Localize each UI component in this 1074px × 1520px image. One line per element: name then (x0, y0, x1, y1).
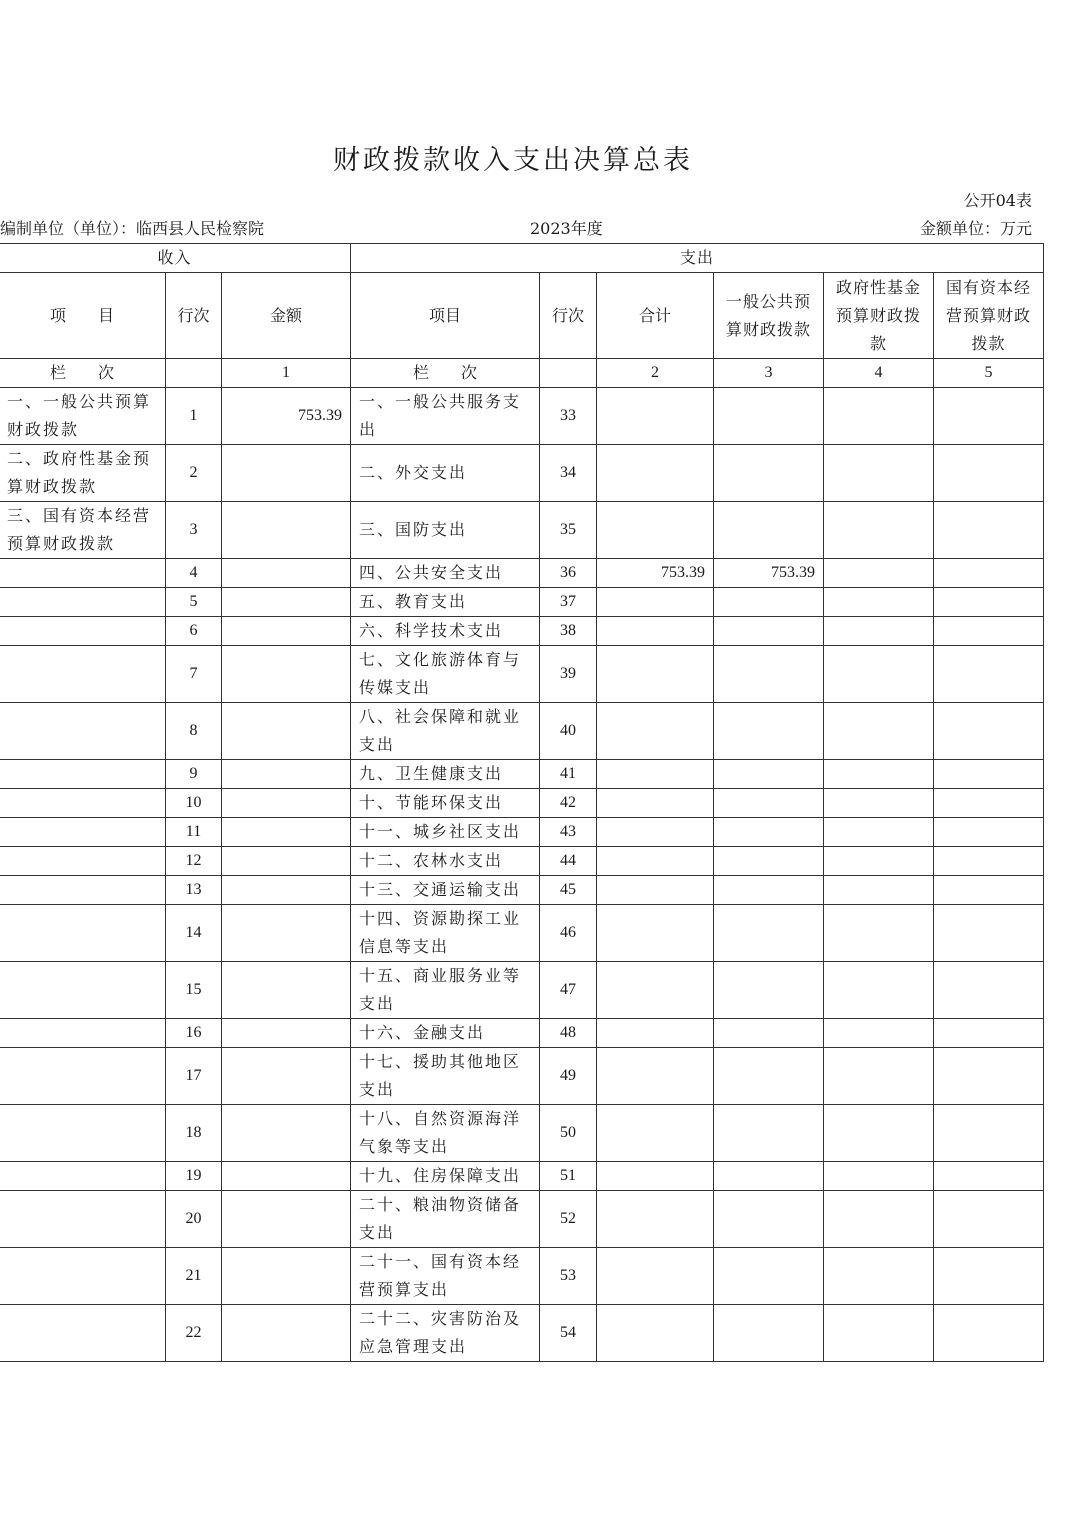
income-amount-cell (222, 876, 351, 905)
expense-line-cell: 49 (540, 1048, 597, 1105)
income-amount-column-number: 1 (222, 359, 351, 388)
state-capital-cell (934, 1305, 1044, 1362)
expense-item-cell: 十一、城乡社区支出 (351, 818, 540, 847)
gov-fund-cell (824, 818, 934, 847)
general-budget-cell (714, 760, 824, 789)
income-line-cell: 21 (166, 1248, 222, 1305)
state-capital-cell (934, 1019, 1044, 1048)
income-item-cell (0, 617, 166, 646)
general-budget-cell (714, 445, 824, 502)
table-row (0, 1305, 1044, 1362)
table-row (0, 646, 1044, 703)
total-amount-cell (597, 1019, 714, 1048)
expense-line-cell: 44 (540, 847, 597, 876)
income-line-cell: 22 (166, 1305, 222, 1362)
table-row (0, 617, 1044, 646)
expense-item-cell: 一、一般公共服务支出 (351, 388, 540, 445)
expense-line-cell: 46 (540, 905, 597, 962)
expense-item-cell: 二十、粮油物资储备支出 (351, 1191, 540, 1248)
table-row (0, 789, 1044, 818)
expense-line-cell: 33 (540, 388, 597, 445)
expense-line-cell: 52 (540, 1191, 597, 1248)
income-amount-cell (222, 1248, 351, 1305)
income-amount-cell (222, 1019, 351, 1048)
income-item-cell (0, 1105, 166, 1162)
income-item-cell (0, 1191, 166, 1248)
column-header-row (0, 273, 1044, 359)
expense-line-cell: 45 (540, 876, 597, 905)
income-item-cell (0, 703, 166, 760)
fiscal-year: 2023年度 (530, 219, 603, 238)
general-budget-cell (714, 1248, 824, 1305)
expense-line-header: 行次 (540, 273, 597, 359)
column-number-row (0, 359, 1044, 388)
income-amount-cell (222, 588, 351, 617)
state-capital-cell (934, 646, 1044, 703)
table-row (0, 703, 1044, 760)
income-line-cell: 6 (166, 617, 222, 646)
income-item-cell (0, 962, 166, 1019)
total-amount-cell (597, 1105, 714, 1162)
expense-line-cell: 36 (540, 559, 597, 588)
general-budget-header: 一般公共预算财政拨款 (714, 273, 824, 359)
total-amount-cell (597, 703, 714, 760)
expense-line-cell: 48 (540, 1019, 597, 1048)
gov-fund-cell (824, 1248, 934, 1305)
income-item-cell: 一、一般公共预算财政拨款 (0, 388, 166, 445)
expense-item-cell: 十五、商业服务业等支出 (351, 962, 540, 1019)
expense-item-cell: 十、节能环保支出 (351, 789, 540, 818)
gov-fund-cell (824, 617, 934, 646)
general-budget-cell (714, 876, 824, 905)
income-line-cell: 19 (166, 1162, 222, 1191)
income-item-cell (0, 1248, 166, 1305)
gov-fund-header: 政府性基金预算财政拨款 (824, 273, 934, 359)
general-column-number: 3 (714, 359, 824, 388)
total-header: 合计 (597, 273, 714, 359)
gov-fund-cell (824, 559, 934, 588)
general-budget-cell (714, 617, 824, 646)
gov-fund-cell (824, 1162, 934, 1191)
income-amount-header: 金额 (222, 273, 351, 359)
expense-item-cell: 二、外交支出 (351, 445, 540, 502)
income-line-cell: 13 (166, 876, 222, 905)
table-row (0, 905, 1044, 962)
general-budget-cell (714, 703, 824, 760)
gov-fund-cell (824, 1019, 934, 1048)
state-capital-cell (934, 876, 1044, 905)
income-item-cell (0, 1019, 166, 1048)
income-line-cell: 12 (166, 847, 222, 876)
income-item-cell: 二、政府性基金预算财政拨款 (0, 445, 166, 502)
income-item-cell (0, 905, 166, 962)
table-row (0, 876, 1044, 905)
general-budget-cell (714, 1019, 824, 1048)
income-item-cell (0, 760, 166, 789)
income-amount-cell (222, 818, 351, 847)
total-amount-cell: 753.39 (597, 559, 714, 588)
total-amount-cell (597, 876, 714, 905)
gov-fund-cell (824, 760, 934, 789)
expense-item-cell: 十六、金融支出 (351, 1019, 540, 1048)
gov-fund-cell (824, 388, 934, 445)
total-amount-cell (597, 847, 714, 876)
report-title: 财政拨款收入支出决算总表 (333, 145, 693, 176)
table-row (0, 962, 1044, 1019)
income-line-column-number (166, 359, 222, 388)
expense-item-cell: 六、科学技术支出 (351, 617, 540, 646)
general-budget-cell (714, 388, 824, 445)
gov-fund-cell (824, 588, 934, 617)
expense-column-label: 栏 次 (351, 359, 540, 388)
table-row (0, 847, 1044, 876)
general-budget-cell: 753.39 (714, 559, 824, 588)
expense-line-cell: 39 (540, 646, 597, 703)
general-budget-cell (714, 818, 824, 847)
state-capital-cell (934, 1105, 1044, 1162)
total-amount-cell (597, 760, 714, 789)
gov-fund-cell (824, 847, 934, 876)
expense-line-cell: 41 (540, 760, 597, 789)
general-budget-cell (714, 1105, 824, 1162)
income-line-cell: 2 (166, 445, 222, 502)
income-group-header: 收入 (0, 244, 351, 273)
income-amount-cell (222, 1191, 351, 1248)
income-line-cell: 16 (166, 1019, 222, 1048)
expense-item-header: 项目 (351, 273, 540, 359)
gov-fund-cell (824, 1305, 934, 1362)
table-row (0, 760, 1044, 789)
gov-fund-cell (824, 502, 934, 559)
income-line-cell: 10 (166, 789, 222, 818)
total-amount-cell (597, 1248, 714, 1305)
expense-line-cell: 43 (540, 818, 597, 847)
state-capital-cell (934, 588, 1044, 617)
total-amount-cell (597, 445, 714, 502)
expense-group-header: 支出 (351, 244, 1044, 273)
income-item-header: 项 目 (0, 273, 166, 359)
income-amount-cell (222, 703, 351, 760)
income-amount-cell (222, 760, 351, 789)
gov-fund-cell (824, 876, 934, 905)
state-capital-cell (934, 617, 1044, 646)
income-line-cell: 8 (166, 703, 222, 760)
expense-line-cell: 47 (540, 962, 597, 1019)
state-capital-cell (934, 1248, 1044, 1305)
expense-line-cell: 40 (540, 703, 597, 760)
total-amount-cell (597, 789, 714, 818)
expense-item-cell: 十七、援助其他地区支出 (351, 1048, 540, 1105)
expense-item-cell: 四、公共安全支出 (351, 559, 540, 588)
income-item-cell (0, 818, 166, 847)
total-amount-cell (597, 1191, 714, 1248)
state-capital-cell (934, 789, 1044, 818)
income-amount-cell (222, 646, 351, 703)
income-item-cell (0, 1162, 166, 1191)
expense-item-cell: 八、社会保障和就业支出 (351, 703, 540, 760)
income-amount-cell (222, 789, 351, 818)
income-line-cell: 1 (166, 388, 222, 445)
state-capital-cell (934, 388, 1044, 445)
income-line-cell: 5 (166, 588, 222, 617)
income-line-cell: 17 (166, 1048, 222, 1105)
general-budget-cell (714, 1305, 824, 1362)
state-capital-cell (934, 559, 1044, 588)
income-amount-cell: 753.39 (222, 388, 351, 445)
total-amount-cell (597, 388, 714, 445)
state-capital-cell (934, 703, 1044, 760)
gov-fund-cell (824, 1105, 934, 1162)
state-capital-cell (934, 1162, 1044, 1191)
expense-item-cell: 五、教育支出 (351, 588, 540, 617)
total-amount-cell (597, 617, 714, 646)
expense-line-cell: 53 (540, 1248, 597, 1305)
income-line-cell: 11 (166, 818, 222, 847)
income-amount-cell (222, 905, 351, 962)
income-item-cell (0, 588, 166, 617)
income-line-cell: 9 (166, 760, 222, 789)
state-capital-cell (934, 847, 1044, 876)
expense-item-cell: 二十一、国有资本经营预算支出 (351, 1248, 540, 1305)
group-header-row (0, 244, 1044, 273)
income-amount-cell (222, 1048, 351, 1105)
general-budget-cell (714, 1191, 824, 1248)
gov-fund-cell (824, 789, 934, 818)
fund-column-number: 4 (824, 359, 934, 388)
table-row (0, 1162, 1044, 1191)
total-amount-cell (597, 962, 714, 1019)
general-budget-cell (714, 1048, 824, 1105)
gov-fund-cell (824, 646, 934, 703)
income-amount-cell (222, 847, 351, 876)
table-row (0, 588, 1044, 617)
expense-item-cell: 十九、住房保障支出 (351, 1162, 540, 1191)
income-amount-cell (222, 559, 351, 588)
general-budget-cell (714, 905, 824, 962)
income-line-cell: 18 (166, 1105, 222, 1162)
income-line-cell: 15 (166, 962, 222, 1019)
table-row (0, 445, 1044, 502)
state-capital-cell (934, 760, 1044, 789)
table-row (0, 818, 1044, 847)
income-amount-cell (222, 1105, 351, 1162)
state-capital-cell (934, 502, 1044, 559)
table-row (0, 1019, 1044, 1048)
state-capital-cell (934, 445, 1044, 502)
state-capital-cell (934, 905, 1044, 962)
income-amount-cell (222, 445, 351, 502)
expense-line-cell: 42 (540, 789, 597, 818)
total-amount-cell (597, 818, 714, 847)
total-amount-cell (597, 1048, 714, 1105)
state-capital-cell (934, 1191, 1044, 1248)
income-line-cell: 14 (166, 905, 222, 962)
expense-line-cell: 34 (540, 445, 597, 502)
expense-line-cell: 50 (540, 1105, 597, 1162)
income-item-cell: 三、国有资本经营预算财政拨款 (0, 502, 166, 559)
income-amount-cell (222, 962, 351, 1019)
table-row (0, 388, 1044, 445)
income-amount-cell (222, 1162, 351, 1191)
income-item-cell (0, 646, 166, 703)
total-amount-cell (597, 1305, 714, 1362)
total-amount-cell (597, 1162, 714, 1191)
fiscal-appropriation-table (0, 243, 1044, 1362)
total-amount-cell (597, 905, 714, 962)
income-item-cell (0, 876, 166, 905)
expense-line-column-number (540, 359, 597, 388)
expense-item-cell: 九、卫生健康支出 (351, 760, 540, 789)
table-row (0, 1248, 1044, 1305)
capital-column-number: 5 (934, 359, 1044, 388)
total-amount-cell (597, 502, 714, 559)
state-capital-header: 国有资本经营预算财政拨款 (934, 273, 1044, 359)
expense-item-cell: 七、文化旅游体育与传媒支出 (351, 646, 540, 703)
income-item-cell (0, 847, 166, 876)
general-budget-cell (714, 502, 824, 559)
gov-fund-cell (824, 703, 934, 760)
gov-fund-cell (824, 1191, 934, 1248)
general-budget-cell (714, 1162, 824, 1191)
income-item-cell (0, 1305, 166, 1362)
income-line-cell: 7 (166, 646, 222, 703)
expense-line-cell: 35 (540, 502, 597, 559)
expense-line-cell: 54 (540, 1305, 597, 1362)
form-number: 公开04表 (963, 191, 1032, 210)
table-row (0, 559, 1044, 588)
table-row (0, 1105, 1044, 1162)
income-amount-cell (222, 502, 351, 559)
currency-unit: 金额单位：万元 (919, 219, 1032, 238)
general-budget-cell (714, 847, 824, 876)
expense-line-cell: 37 (540, 588, 597, 617)
expense-line-cell: 38 (540, 617, 597, 646)
state-capital-cell (934, 1048, 1044, 1105)
gov-fund-cell (824, 445, 934, 502)
gov-fund-cell (824, 1048, 934, 1105)
table-row (0, 1048, 1044, 1105)
general-budget-cell (714, 789, 824, 818)
expense-item-cell: 二十二、灾害防治及应急管理支出 (351, 1305, 540, 1362)
income-amount-cell (222, 617, 351, 646)
expense-item-cell: 十二、农林水支出 (351, 847, 540, 876)
total-column-number: 2 (597, 359, 714, 388)
table-row (0, 502, 1044, 559)
gov-fund-cell (824, 905, 934, 962)
general-budget-cell (714, 646, 824, 703)
income-line-cell: 4 (166, 559, 222, 588)
state-capital-cell (934, 818, 1044, 847)
gov-fund-cell (824, 962, 934, 1019)
income-item-cell (0, 789, 166, 818)
total-amount-cell (597, 646, 714, 703)
income-column-label: 栏 次 (0, 359, 166, 388)
reporting-unit: 编制单位（单位）：临西县人民检察院 (0, 219, 265, 238)
expense-line-cell: 51 (540, 1162, 597, 1191)
income-amount-cell (222, 1305, 351, 1362)
expense-item-cell: 十八、自然资源海洋气象等支出 (351, 1105, 540, 1162)
income-line-cell: 3 (166, 502, 222, 559)
income-item-cell (0, 1048, 166, 1105)
expense-item-cell: 十三、交通运输支出 (351, 876, 540, 905)
expense-item-cell: 十四、资源勘探工业信息等支出 (351, 905, 540, 962)
expense-item-cell: 三、国防支出 (351, 502, 540, 559)
total-amount-cell (597, 588, 714, 617)
income-item-cell (0, 559, 166, 588)
general-budget-cell (714, 588, 824, 617)
income-line-cell: 20 (166, 1191, 222, 1248)
general-budget-cell (714, 962, 824, 1019)
income-line-header: 行次 (166, 273, 222, 359)
state-capital-cell (934, 962, 1044, 1019)
table-row (0, 1191, 1044, 1248)
